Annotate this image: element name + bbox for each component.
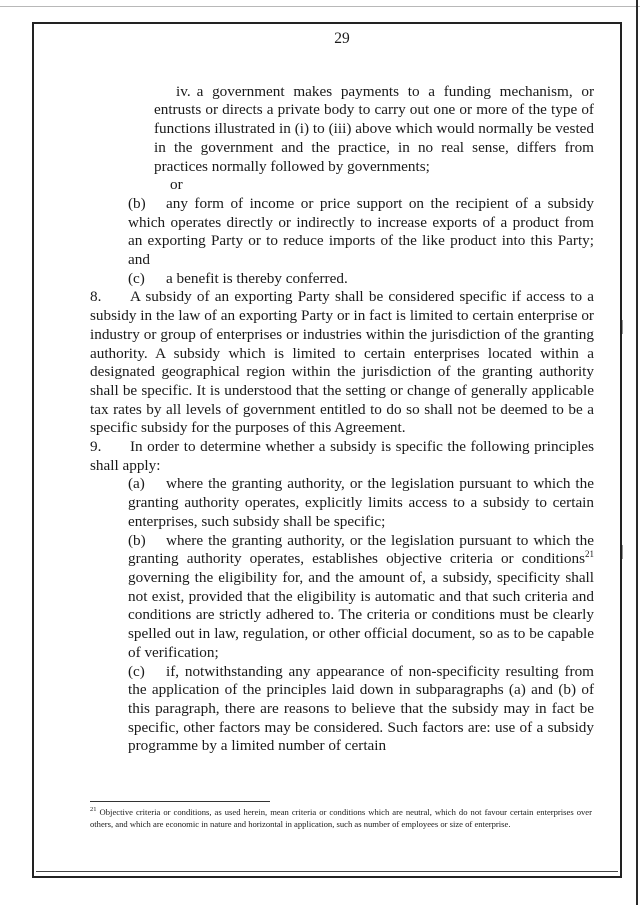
- footnote-reference-21[interactable]: 21: [585, 549, 594, 560]
- clause-9c-label: (c): [128, 662, 145, 680]
- clause-9b-label: (b): [128, 531, 146, 549]
- document-body: [90, 30, 594, 756]
- page-number: 29: [334, 30, 350, 47]
- clause-b: [90, 195, 594, 270]
- subitem-iv-label: iv.: [176, 82, 191, 100]
- scan-speck: [622, 320, 623, 334]
- page-border-inner-line: [36, 871, 618, 874]
- paragraph-9: [90, 438, 594, 475]
- footnote-number: 21: [90, 806, 97, 814]
- paragraph-9-number: 9.: [90, 438, 102, 456]
- footnote-separator: [90, 801, 270, 802]
- clause-9a-text: where the granting authority, or the legislation pursuant to which the granting authority operates, explicitly limits access to a subsidy to certain enterprises, such subsidy shall be specific;: [128, 475, 594, 530]
- paragraph-9-text: In order to determine whether a subsidy is specific the following principles shall apply:: [90, 438, 594, 474]
- scan-speck: [622, 545, 623, 559]
- scan-right-edge: [636, 0, 638, 905]
- clause-9b: [90, 532, 594, 663]
- clause-c-label: (c): [128, 269, 145, 287]
- paragraph-8: [90, 288, 594, 438]
- or-connector: or: [170, 176, 183, 194]
- clause-9b-text-after: governing the eligibility for, and the amount of, a subsidy, specificity shall not exist, provided that the eligibility is automatic and that such criteria and conditions are strictly adhered to. The criteria or conditions must be clearly spelled out in law, regulation, or other official document, so as to be capable of verification;: [128, 568, 594, 661]
- paragraph-8-text: A subsidy of an exporting Party shall be considered specific if access to a subsidy in the law of an exporting Party or in fact is limited to certain enterprise or industry or group of enterprises or industries within the jurisdiction of the granting authority. A subsidy which is limited to certain enterprises located within a designated geographical region within the jurisdiction of the granting authority shall be specific. It is understood that the setting or change of generally applicable tax rates by all levels of government entitled to do so shall not be deemed to be a specific subsidy for the purposes of this Agreement.: [90, 288, 594, 437]
- clause-b-label: (b): [128, 194, 146, 212]
- scan-top-line: [0, 6, 640, 7]
- clause-9b-text-before: where the granting authority, or the legislation pursuant to which the granting authority operates, establishes objective criteria or conditions: [128, 531, 594, 568]
- subitem-iv-text: a government makes payments to a funding mechanism, or entrusts or directs a private body to carry out one or more of the type of functions illustrated in (i) to (iii) above which would normally be vested in the government and the practice, in no real sense, differs from practices normally followed by governments;: [154, 82, 594, 175]
- footnote-21: [90, 806, 592, 831]
- subitem-iv: [90, 83, 594, 177]
- clause-9c-text: if, notwithstanding any appearance of non-specificity resulting from the application of the principles laid down in subparagraphs (a) and (b) of this paragraph, there are reasons to believe that the subsidy may in fact be specific, other factors may be considered. Such factors are: use of a subsidy programme by a limited number of certain: [128, 662, 594, 755]
- clause-9c: [90, 663, 594, 757]
- paragraph-8-number: 8.: [90, 288, 102, 306]
- clause-b-text: any form of income or price support on the recipient of a subsidy which operates directly or indirectly to increase exports of a product from an exporting Party or to reduce imports of the like product into this Party; and: [128, 194, 594, 269]
- clause-c-text: a benefit is thereby conferred.: [166, 269, 348, 287]
- footnote-text: Objective criteria or conditions, as used herein, mean criteria or conditions which are neutral, which do not favour certain enterprises over others, and which are economic in nature and horizontal in application, such as number of employees or size of enterprise.: [90, 807, 592, 830]
- clause-9a-label: (a): [128, 475, 145, 493]
- clause-c: [90, 270, 594, 289]
- clause-9a: [90, 475, 594, 531]
